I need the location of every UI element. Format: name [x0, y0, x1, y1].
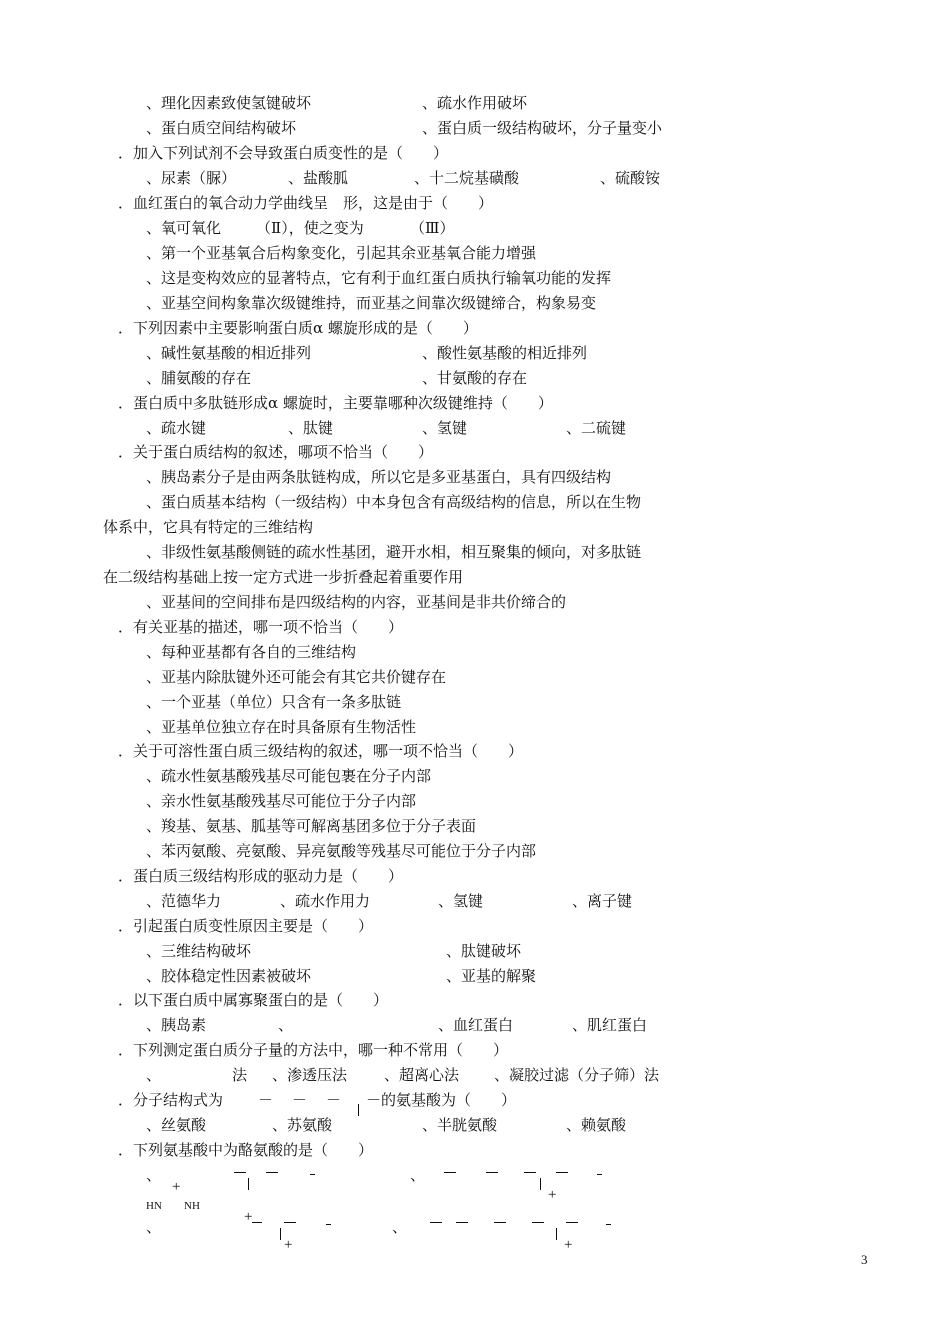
option-text: 、半胱氨酸 [422, 1116, 498, 1134]
option-text: 、硫酸铵 [600, 169, 661, 187]
option-text: 、胶体稳定性因素被破坏 [146, 967, 312, 985]
formula-bond [494, 1222, 506, 1223]
formula-bond [566, 1222, 578, 1223]
question-text: ．下列因素中主要影响蛋白质α 螺旋形成的是（ ） [118, 319, 478, 337]
formula-bond [252, 1222, 262, 1223]
formula-bond: － [258, 1091, 274, 1109]
option-text: 、血红蛋白 [438, 1016, 514, 1034]
option-text: （Ⅲ） [410, 219, 455, 237]
option-text: 、亚基单位独立存在时具备原有生物活性 [146, 718, 417, 736]
option-text: 、非级性氨基酸侧链的疏水性基团，避开水相，相互聚集的倾向，对多肽链 [146, 543, 642, 561]
formula-bond [234, 1172, 246, 1173]
formula-bond [326, 1224, 331, 1225]
question-text: ．下列测定蛋白质分子量的方法中，哪一种不常用（ ） [118, 1041, 509, 1059]
option-text: 、范德华力 [146, 892, 222, 910]
option-marker: 、 [392, 1218, 408, 1236]
option-text: 、胰岛素 [146, 1016, 207, 1034]
formula-bond: － [326, 1091, 342, 1109]
formula-plus: + [564, 1237, 573, 1253]
question-text: ．加入下列试剂不会导致蛋白质变性的是（ ） [118, 144, 449, 162]
option-text: 、疏水键 [146, 419, 207, 437]
option-text: 、理化因素致使氢键破坏 [146, 94, 312, 112]
option-text: 、蛋白质基本结构（一级结构）中本身包含有高级结构的信息，所以在生物 [146, 493, 642, 511]
option-text: 、离子键 [572, 892, 633, 910]
option-text: 、亚基间的空间排布是四级结构的内容，亚基间是非共价缔合的 [146, 593, 567, 611]
question-text: ．下列氨基酸中为酪氨酸的是（ ） [118, 1141, 374, 1159]
option-text: 、 [146, 1066, 162, 1084]
option-text: 、亚基空间构象靠次级键维持，而亚基之间靠次级键缔合，构象易变 [146, 294, 597, 312]
option-text: 、氧可氧化 [146, 219, 222, 237]
option-text: 、蛋白质一级结构破坏，分子量变小 [422, 119, 663, 137]
question-text: ．关于可溶性蛋白质三级结构的叙述，哪一项不恰当（ ） [118, 742, 524, 760]
option-text: 、二硫键 [566, 419, 627, 437]
formula-plus: + [284, 1237, 293, 1253]
option-text: 、亲水性氨基酸残基尽可能位于分子内部 [146, 792, 417, 810]
formula-bond: － [292, 1091, 308, 1109]
formula-branch-tick [556, 1228, 557, 1240]
option-text: 、赖氨酸 [566, 1116, 627, 1134]
formula-bond [456, 1222, 468, 1223]
option-text: 、酸性氨基酸的相近排列 [422, 344, 588, 362]
formula-branch-tick [248, 1178, 249, 1190]
option-text: 、肌红蛋白 [572, 1016, 648, 1034]
question-text: ．关于蛋白质结构的叙述，哪项不恰当（ ） [118, 443, 434, 461]
formula-bond [310, 1174, 315, 1175]
formula-bond [606, 1224, 611, 1225]
question-text: ．有关亚基的描述，哪一项不恰当（ ） [118, 618, 404, 636]
question-text: ．分子结构式为 [118, 1091, 224, 1109]
formula-bond [597, 1174, 602, 1175]
formula-branch-tick [280, 1228, 281, 1240]
option-text: 、丝氨酸 [146, 1116, 207, 1134]
formula-bond [266, 1172, 278, 1173]
option-text: 、尿素（脲） [146, 169, 237, 187]
page-number: 3 [861, 1252, 868, 1267]
formula-bond [524, 1172, 536, 1173]
formula-hn: HN [146, 1200, 162, 1212]
formula-plus: + [548, 1187, 557, 1203]
option-text: 、氢键 [438, 892, 484, 910]
option-marker: 、 [410, 1166, 426, 1184]
option-text: 、渗透压法 [272, 1066, 348, 1084]
option-text: 、亚基的解聚 [446, 967, 537, 985]
option-text: 、疏水性氨基酸残基尽可能包裹在分子内部 [146, 767, 432, 785]
option-text: 、这是变构效应的显著特点，它有利于血红蛋白质执行输氧功能的发挥 [146, 269, 612, 287]
option-text: 、氢键 [422, 419, 468, 437]
option-text: 、胰岛素分子是由两条肽链构成，所以它是多亚基蛋白，具有四级结构 [146, 468, 612, 486]
option-text-continued: 体系中，它具有特定的三维结构 [103, 518, 314, 536]
formula-bond [284, 1222, 296, 1223]
formula-bond [486, 1172, 498, 1173]
question-text: ．蛋白质中多肽链形成α 螺旋时，主要靠哪种次级键维持（ ） [118, 394, 553, 412]
option-marker: 、 [146, 1218, 162, 1236]
formula-bond [444, 1172, 456, 1173]
option-text: 、蛋白质空间结构破坏 [146, 119, 297, 137]
option-text: 、脯氨酸的存在 [146, 369, 252, 387]
option-text: 、羧基、氨基、胍基等可解离基团多位于分子表面 [146, 817, 477, 835]
option-text-continued: 在二级结构基础上按一定方式进一步折叠起着重要作用 [103, 568, 464, 586]
option-text: 、每种亚基都有各自的三维结构 [146, 643, 357, 661]
formula-plus: + [244, 1209, 253, 1225]
option-text: 、三维结构破坏 [146, 942, 252, 960]
option-text: 、苏氨酸 [272, 1116, 333, 1134]
option-text: 、十二烷基磺酸 [414, 169, 520, 187]
option-text: 、盐酸胍 [288, 169, 349, 187]
formula-bond [556, 1172, 568, 1173]
option-text: 、第一个亚基氧合后构象变化，引起其余亚基氧合能力增强 [146, 244, 537, 262]
option-text: 、凝胶过滤（分子筛）法 [494, 1066, 660, 1084]
option-text: 、疏水作用破坏 [422, 94, 528, 112]
question-text: ．血红蛋白的氧合动力学曲线呈 形，这是由于（ ） [118, 194, 494, 212]
option-text: （Ⅱ），使之变为 [256, 219, 364, 237]
option-text: 、一个亚基（单位）只含有一条多肽链 [146, 693, 402, 711]
formula-bond [430, 1222, 442, 1223]
option-text: 、甘氨酸的存在 [422, 369, 528, 387]
option-text: 、苯丙氨酸、亮氨酸、异亮氨酸等残基尽可能位于分子内部 [146, 842, 537, 860]
option-text: 、肽键 [288, 419, 334, 437]
formula-plus: + [172, 1179, 181, 1195]
formula-branch-tick [540, 1178, 541, 1190]
option-text: 、疏水作用力 [280, 892, 371, 910]
question-text: ．蛋白质三级结构形成的驱动力是（ ） [118, 867, 404, 885]
formula-branch-tick [358, 1104, 359, 1116]
formula-bond [532, 1222, 544, 1223]
question-text: ．以下蛋白质中属寡聚蛋白的是（ ） [118, 991, 389, 1009]
option-text: 、亚基内除肽键外还可能会有其它共价键存在 [146, 668, 447, 686]
formula-nh: NH [184, 1200, 200, 1212]
question-text: －的氨基酸为（ ） [366, 1091, 517, 1109]
option-text: 、超离心法 [384, 1066, 460, 1084]
option-text: 、碱性氨基酸的相近排列 [146, 344, 312, 362]
option-text: 、 [278, 1016, 294, 1034]
option-text: 法 [232, 1066, 248, 1084]
question-text: ．引起蛋白质变性原因主要是（ ） [118, 917, 374, 935]
option-text: 、肽键破坏 [446, 942, 522, 960]
option-marker: 、 [146, 1166, 162, 1184]
